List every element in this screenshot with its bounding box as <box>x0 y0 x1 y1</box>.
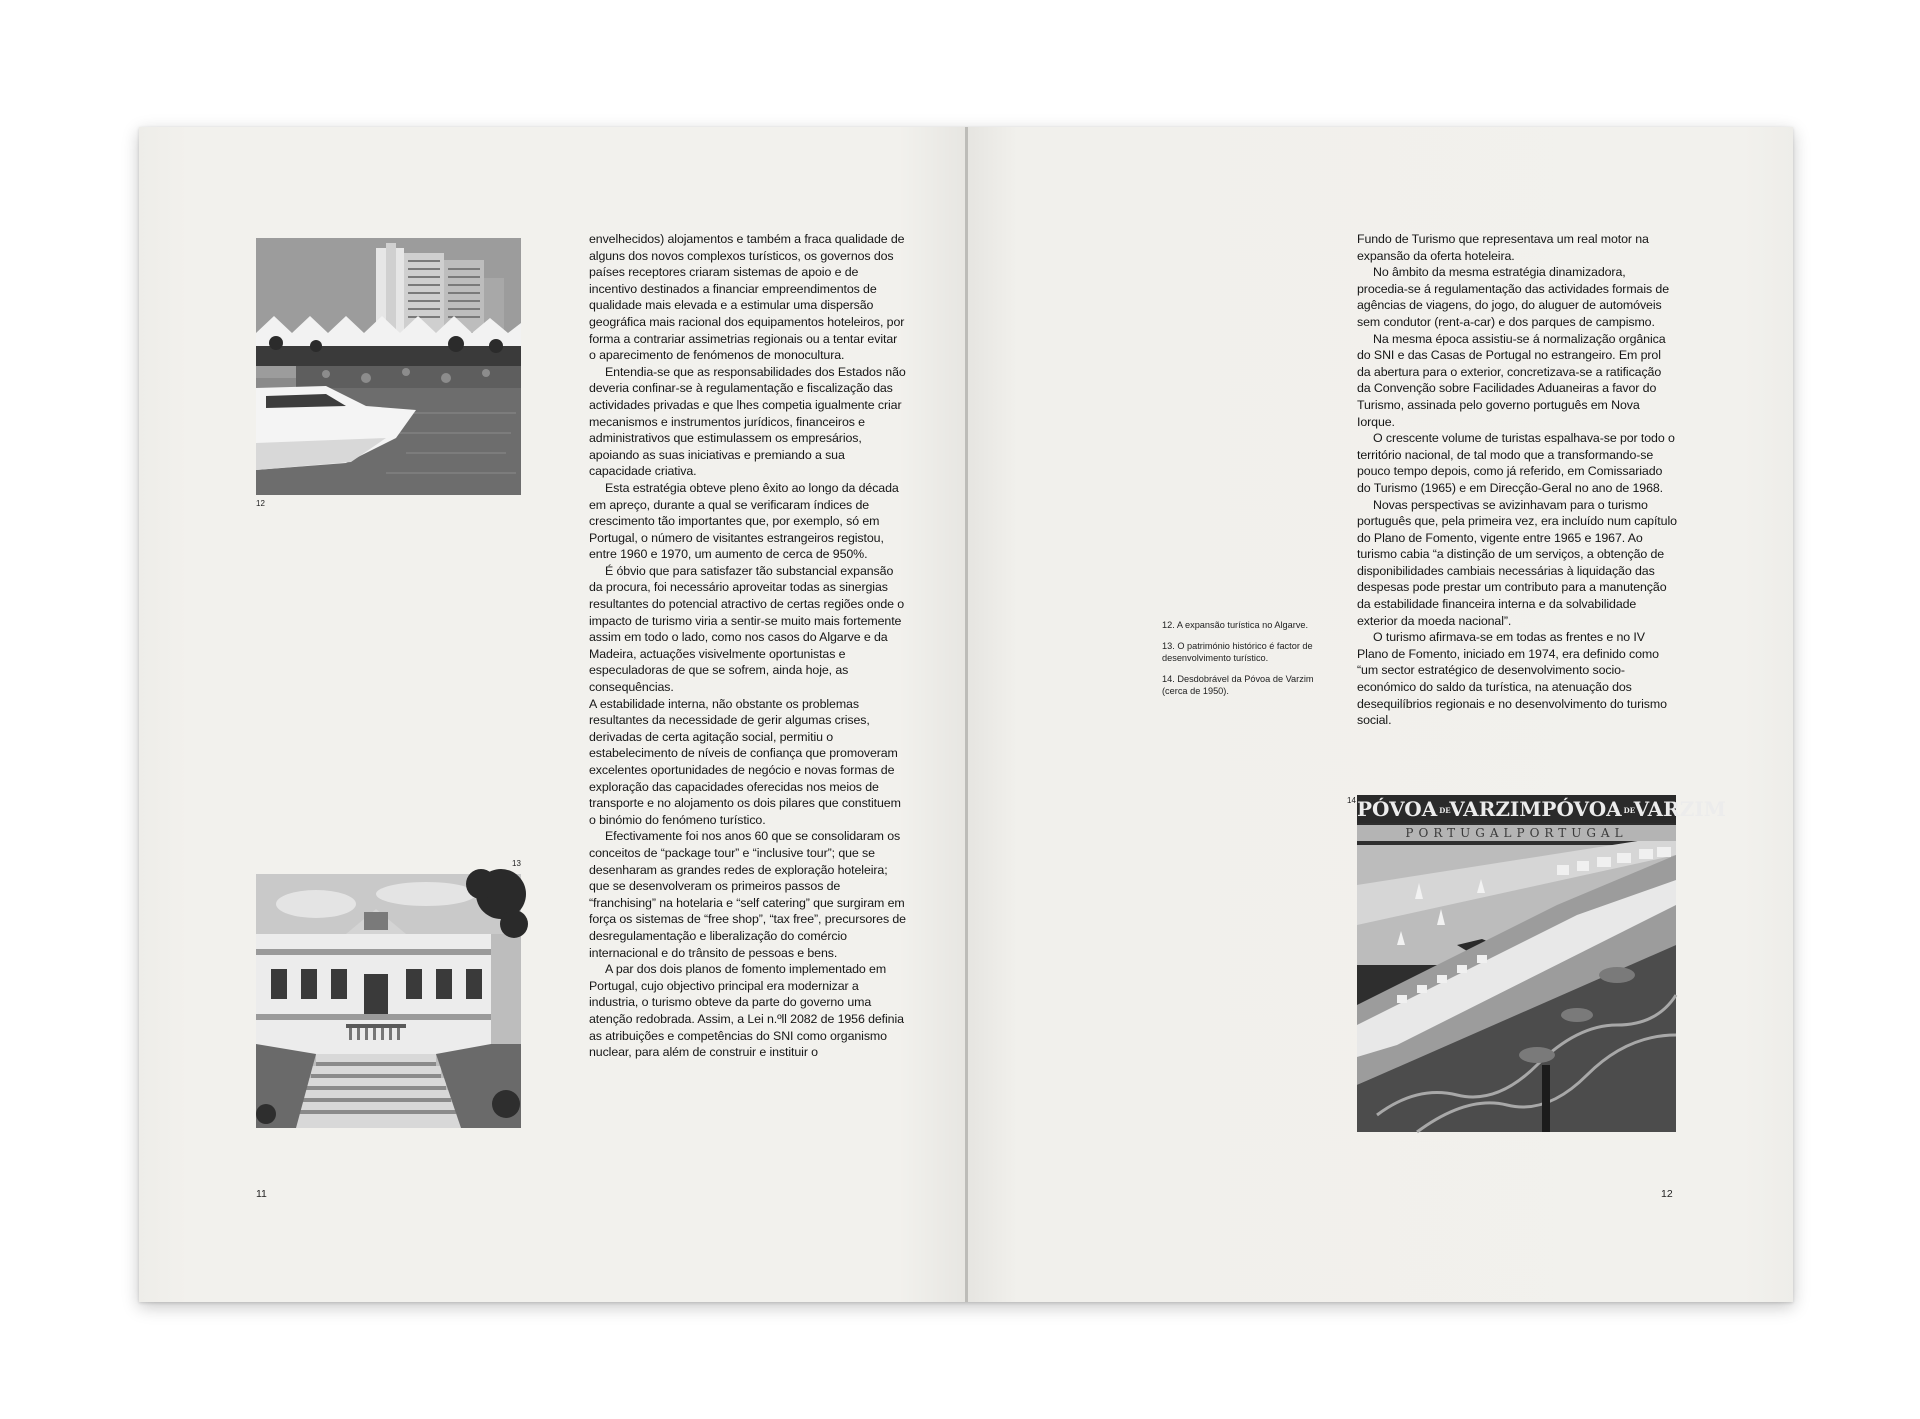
paragraph: A estabilidade interna, não obstante os problemas resultantes da necessidade de gerir algumas crises, derivadas de certa agitação social, permitiu o estabelecimento de níveis de confiança que promoveram excelentes oportunidades de negócio e novas formas de exploração das capacidades oferecidas nos meios de transporte e no alojamento os dois pilares que constituem o binómio do fenómeno turístico. <box>589 696 901 827</box>
figure-12-number: 12 <box>256 499 265 508</box>
paragraph: Novas perspectivas se avizinhavam para o turismo português que, pela primeira vez, era incluído num capítulo do Plano de Fomento, vigente entre 1965 e 1967. Ao turismo cabia “a distinção de um serviços, a obtenção de disponibilidades cambiais necessárias à liquidação das despesas pode prestar um contributo para a manutenção da estabilidade financeira interna e da solvabilidade exterior da moeda nacional”. <box>1357 497 1677 628</box>
left-text-column <box>589 231 907 1061</box>
figure-14-number: 14 <box>1347 796 1356 805</box>
caption-13: 13. O património histórico é factor de desenvolvimento turístico. <box>1162 641 1313 663</box>
paragraph: Fundo de Turismo que representava um real motor na expansão da oferta hoteleira. <box>1357 232 1649 263</box>
paragraph: No âmbito da mesma estratégia dinamizadora, procedia-se á regulamentação das actividades formais de agências de viagens, do jogo, do aluguer de automóveis sem condutor (rent-a-car) e dos parques de campismo. <box>1357 265 1670 329</box>
paragraph: envelhecidos) alojamentos e também a fraca qualidade de alguns dos novos complexos turísticos, os governos dos países receptores criaram sistemas de apoio e de incentivo destinados a financiar empreendimentos de qualidade mais elevada e a estimular uma dispersão geográfica mais racional dos equipamentos hoteleiros, por forma a contrariar assimetrias regionais ou a tentar evitar o aparecimento de fenómenos de monocultura. <box>589 232 905 363</box>
caption-14: 14. Desdobrável da Póvoa de Varzim (cerca de 1950). <box>1162 674 1314 696</box>
figure-13-photo <box>256 874 521 1128</box>
left-page <box>139 127 965 1302</box>
poster-subtitle: PORTUGALPORTUGAL <box>1357 825 1676 841</box>
right-page <box>968 127 1793 1302</box>
paragraph: Entendia-se que as responsabilidades dos Estados não deveria confinar-se à regulamentação e fiscalização das actividades privadas e que lhes competia igualmente criar mecanismos e instrumentos jurídicos, financeiros e administrativos que estimulassem os empresários, apoiando as suas iniciativas e premiando a sua capacidade criativa. <box>589 364 906 479</box>
figure-12-photo <box>256 238 521 495</box>
figure-14-poster <box>1357 795 1726 1132</box>
book-spread <box>139 127 1793 1302</box>
poster-title-right: PÓVOA DEVARZIM <box>1541 797 1726 821</box>
paragraph: O crescente volume de turistas espalhava-se por todo o território nacional, de tal modo que a transformando-se pouco tempo depois, como já referido, em Comissariado do Turismo (1965) e em Direcção-Geral no ano de 1968. <box>1357 431 1675 495</box>
caption-12: 12. A expansão turística no Algarve. <box>1162 620 1309 630</box>
paragraph: A par dos dois planos de fomento implementado em Portugal, cujo objectivo principal era modernizar a industria, o turismo obteve da parte do governo uma atenção redobrada. Assim, a Lei n.ºll 2082 de 1956 definia as atribuições e competências do SNI como organismo nuclear, para além de construir e instituir o <box>589 962 904 1060</box>
figure-13-number: 13 <box>512 859 521 868</box>
page-number-right: 12 <box>1661 1188 1673 1200</box>
paragraph: É óbvio que para satisfazer tão substancial expansão da procura, foi necessário aproveitar todas as sinergias resultantes do potencial atractivo de certas regiões onde o impacto de turismo viria a sentir-se muito mais fortemente assim em todo o lado, como nos casos do Algarve e da Madeira, actuações visivelmente oportunistas e especuladoras de que se sofrem, ainda hoje, as consequências. <box>589 563 905 695</box>
paragraph: Na mesma época assistiu-se á normalização orgânica do SNI e das Casas de Portugal no estrangeiro. Em prol da abertura para o exterior, concretizava-se a ratificação da Convenção sobre Facilidades Aduaneiras a favor do Turismo, assinada pelo governo português em Nova Iorque. <box>1357 331 1666 429</box>
figure-captions <box>1162 619 1332 706</box>
poster-title-left: PÓVOA DEVARZIM <box>1357 797 1542 821</box>
paragraph: O turismo afirmava-se em todas as frentes e no IV Plano de Fomento, iniciado em 1974, era definido como “um sector estratégico de desenvolvimento socio-económico do saldo da turística, na atenuação dos desequilíbrios regionais e no desenvolvimento do turismo social. <box>1357 630 1667 728</box>
paragraph: Esta estratégia obteve pleno êxito ao longo da década em apreço, durante a qual se verificaram índices de crescimento tão importantes que, por exemplo, só em Portugal, o número de visitantes estrangeiros registou, entre 1960 e 1970, um aumento de cerca de 950%. <box>589 480 899 562</box>
paragraph: Efectivamente foi nos anos 60 que se consolidaram os conceitos de “package tour” e “inclusive tour”; que se desenharam as grandes redes de exploração hoteleira; que se desenvolveram os primeiros passos de “franchising” na hotelaria e “self catering” que surgiram em força os sistemas de “free shop”, “tax free”, precursores de desregulamentação e liberalização do comércio internacional e do trânsito de pessoas e bens. <box>589 829 906 960</box>
poster-title-banner <box>1357 795 1726 823</box>
right-text-column <box>1357 231 1677 729</box>
page-number-left: 11 <box>256 1188 267 1200</box>
